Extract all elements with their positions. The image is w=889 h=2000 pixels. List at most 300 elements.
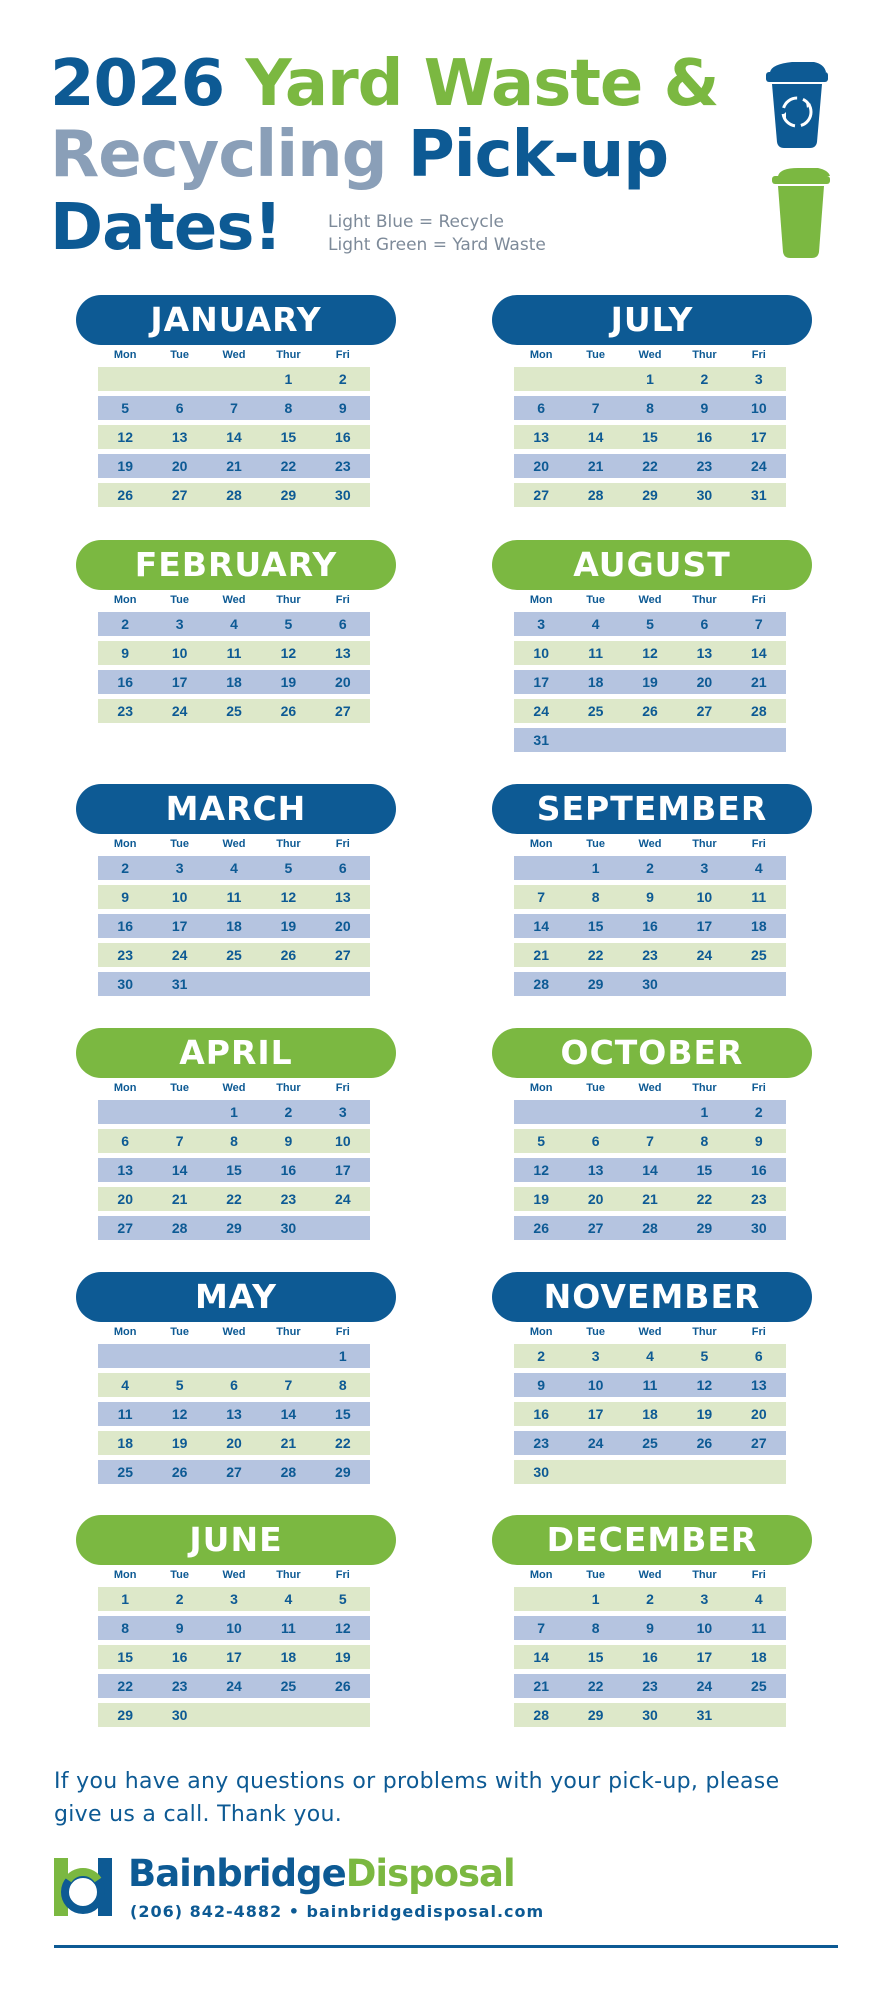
day-cell: 2 — [646, 860, 654, 876]
day-cell: 12 — [280, 889, 297, 905]
weekday-label: Mon — [113, 1326, 137, 1338]
day-cell: 15 — [226, 1162, 242, 1178]
day-cell: 22 — [335, 1435, 351, 1451]
day-cell: 24 — [696, 947, 713, 963]
contact-message: If you have any questions or problems with your pick-up, please give us a call. Thank you. — [54, 1769, 780, 1827]
weekday-header — [98, 838, 370, 856]
day-cell: 18 — [751, 1649, 767, 1665]
day-cell: 1 — [230, 1104, 238, 1120]
day-cell — [316, 972, 370, 996]
title-yard-waste: Yard Waste & — [245, 47, 719, 121]
weekday-label: Wed — [638, 1569, 662, 1581]
day-cell: 11 — [642, 1377, 658, 1393]
day-cell: 11 — [226, 889, 242, 905]
day-cell: 25 — [226, 703, 242, 719]
day-cell: 25 — [751, 947, 767, 963]
month-february — [76, 540, 396, 728]
day-cell: 16 — [696, 429, 713, 445]
day-cell: 4 — [754, 860, 763, 876]
day-cell: 24 — [696, 1678, 713, 1694]
yard-waste-week-row — [98, 367, 370, 391]
day-cell: 17 — [696, 1649, 713, 1665]
day-cell — [152, 367, 206, 391]
day-cell: 7 — [591, 400, 600, 416]
day-cell: 26 — [117, 487, 133, 503]
day-cell: 14 — [533, 918, 549, 934]
weekday-label: Fri — [335, 1082, 350, 1094]
recycle-week-row — [514, 1616, 786, 1640]
weekday-label: Tue — [170, 838, 189, 850]
weekday-header — [514, 838, 786, 856]
day-cell: 26 — [171, 1464, 188, 1480]
day-cell: 6 — [700, 616, 709, 632]
yard-waste-week-row — [514, 699, 786, 723]
day-cell: 26 — [280, 947, 297, 963]
day-cell: 23 — [335, 458, 351, 474]
day-cell: 9 — [646, 889, 654, 905]
day-cell: 7 — [646, 1133, 654, 1149]
day-cell — [207, 367, 261, 391]
yard-waste-week-row — [514, 367, 786, 391]
day-cell: 23 — [642, 947, 658, 963]
day-cell: 15 — [280, 429, 297, 445]
day-cell: 13 — [696, 645, 713, 661]
weekday-label: Thur — [692, 594, 717, 606]
day-cell: 6 — [338, 860, 347, 876]
weekday-header — [98, 594, 370, 612]
month-title: MARCH — [76, 784, 396, 834]
day-cell: 27 — [696, 703, 713, 719]
day-cell — [514, 856, 568, 880]
day-cell: 27 — [226, 1464, 242, 1480]
brand-name-bainbridge: Bainbridge — [128, 1852, 346, 1895]
day-cell: 13 — [751, 1377, 767, 1393]
day-cell: 23 — [642, 1678, 658, 1694]
weekday-label: Tue — [586, 349, 605, 361]
weekday-header — [98, 1569, 370, 1587]
day-cell: 11 — [751, 1620, 767, 1636]
day-cell: 21 — [533, 947, 549, 963]
day-cell — [677, 972, 731, 996]
month-title: JUNE — [76, 1515, 396, 1565]
day-cell — [207, 1344, 261, 1368]
day-cell: 5 — [338, 1591, 347, 1607]
day-cell: 29 — [280, 487, 297, 503]
day-cell: 28 — [533, 976, 549, 992]
yard-waste-week-row — [98, 943, 370, 967]
recycle-week-row — [514, 1158, 786, 1182]
day-cell: 10 — [335, 1133, 351, 1149]
weekday-label: Thur — [692, 1326, 717, 1338]
title-line-2 — [50, 118, 669, 192]
recycle-bin-icon — [762, 58, 830, 154]
yard-waste-bin-icon — [770, 166, 832, 262]
day-cell — [677, 1460, 731, 1484]
yard-waste-week-row — [98, 1129, 370, 1153]
day-cell: 9 — [537, 1377, 546, 1393]
day-cell: 3 — [230, 1591, 238, 1607]
day-cell: 29 — [642, 487, 658, 503]
day-cell: 10 — [533, 645, 549, 661]
day-cell: 6 — [591, 1133, 600, 1149]
recycle-week-row — [98, 612, 370, 636]
day-cell: 5 — [284, 616, 293, 632]
day-cell — [207, 972, 261, 996]
recycle-week-row — [98, 1460, 370, 1484]
day-cell: 8 — [591, 1620, 600, 1636]
day-cell — [514, 1587, 568, 1611]
day-cell: 27 — [587, 1220, 604, 1236]
day-cell: 15 — [587, 918, 604, 934]
weekday-label: Wed — [638, 594, 662, 606]
day-cell: 22 — [226, 1191, 242, 1207]
day-cell: 20 — [335, 674, 351, 690]
day-cell: 17 — [533, 674, 549, 690]
month-december — [492, 1515, 812, 1732]
weekday-label: Wed — [222, 349, 246, 361]
day-cell: 7 — [230, 400, 238, 416]
day-cell: 13 — [587, 1162, 604, 1178]
yard-waste-week-row — [98, 699, 370, 723]
day-cell: 5 — [646, 616, 654, 632]
day-cell: 18 — [751, 918, 767, 934]
day-cell: 5 — [175, 1377, 184, 1393]
day-cell: 5 — [121, 400, 130, 416]
day-cell: 13 — [171, 429, 188, 445]
weekday-label: Tue — [586, 838, 605, 850]
recycle-week-row — [514, 1373, 786, 1397]
day-cell: 6 — [338, 616, 347, 632]
weekday-label: Wed — [222, 594, 246, 606]
day-cell: 21 — [587, 458, 604, 474]
day-cell — [732, 728, 786, 752]
day-cell: 20 — [117, 1191, 133, 1207]
weekday-label: Wed — [222, 1326, 246, 1338]
day-cell: 3 — [754, 371, 763, 387]
day-cell: 12 — [117, 429, 133, 445]
recycle-week-row — [98, 670, 370, 694]
day-cell: 9 — [121, 889, 130, 905]
day-cell: 19 — [533, 1191, 549, 1207]
day-cell: 16 — [642, 918, 658, 934]
weekday-label: Fri — [751, 838, 766, 850]
day-cell: 29 — [117, 1707, 133, 1723]
day-cell: 20 — [751, 1406, 767, 1422]
month-title: FEBRUARY — [76, 540, 396, 590]
month-august — [492, 540, 812, 757]
recycle-week-row — [514, 1674, 786, 1698]
bainbridge-logo-icon — [54, 1858, 112, 1916]
weekday-header — [514, 594, 786, 612]
day-cell: 10 — [171, 889, 188, 905]
day-cell: 22 — [117, 1678, 133, 1694]
weekday-label: Tue — [170, 1569, 189, 1581]
yard-waste-week-row — [98, 1587, 370, 1611]
weekday-label: Mon — [529, 594, 553, 606]
day-cell — [261, 1703, 315, 1727]
day-cell: 19 — [280, 918, 297, 934]
day-cell: 28 — [226, 487, 242, 503]
day-cell: 16 — [117, 674, 133, 690]
day-cell — [316, 1216, 370, 1240]
day-cell: 21 — [642, 1191, 658, 1207]
day-cell: 23 — [171, 1678, 188, 1694]
month-title: JANUARY — [76, 295, 396, 345]
yard-waste-week-row — [514, 943, 786, 967]
weekday-label: Wed — [638, 1082, 662, 1094]
day-cell: 2 — [121, 860, 130, 876]
month-january — [76, 295, 396, 512]
day-cell — [568, 728, 622, 752]
day-cell: 31 — [696, 1707, 713, 1723]
day-cell — [568, 367, 622, 391]
day-cell: 14 — [280, 1406, 297, 1422]
yard-waste-week-row — [514, 1402, 786, 1426]
day-cell: 11 — [226, 645, 242, 661]
day-cell: 17 — [696, 918, 713, 934]
day-cell: 1 — [591, 1591, 600, 1607]
day-cell: 23 — [117, 703, 133, 719]
day-cell: 4 — [284, 1591, 293, 1607]
month-march — [76, 784, 396, 1001]
yard-waste-week-row — [98, 425, 370, 449]
day-cell: 13 — [335, 889, 351, 905]
day-cell: 14 — [751, 645, 767, 661]
day-cell: 4 — [754, 1591, 763, 1607]
day-cell: 5 — [537, 1133, 546, 1149]
day-cell: 15 — [642, 429, 658, 445]
weekday-label: Tue — [170, 1082, 189, 1094]
month-may — [76, 1272, 396, 1489]
month-title: DECEMBER — [492, 1515, 812, 1565]
weekday-label: Thur — [276, 594, 301, 606]
day-cell: 9 — [175, 1620, 184, 1636]
day-cell: 12 — [696, 1377, 713, 1393]
day-cell: 7 — [754, 616, 763, 632]
weekday-header — [514, 349, 786, 367]
day-cell: 26 — [335, 1678, 351, 1694]
day-cell: 24 — [533, 703, 549, 719]
recycle-week-row — [98, 1616, 370, 1640]
weekday-header — [514, 1569, 786, 1587]
recycle-week-row — [98, 1100, 370, 1124]
day-cell: 16 — [280, 1162, 297, 1178]
day-cell: 14 — [226, 429, 242, 445]
yard-waste-week-row — [98, 483, 370, 507]
day-cell: 31 — [751, 487, 767, 503]
day-cell: 24 — [226, 1678, 242, 1694]
day-cell: 16 — [751, 1162, 767, 1178]
day-cell — [623, 728, 677, 752]
day-cell: 17 — [171, 918, 188, 934]
day-cell: 18 — [642, 1406, 658, 1422]
day-cell: 16 — [533, 1406, 549, 1422]
day-cell: 27 — [117, 1220, 133, 1236]
legend-recycle: Light Blue = Recycle — [328, 212, 504, 232]
day-cell: 14 — [171, 1162, 188, 1178]
day-cell: 6 — [754, 1348, 763, 1364]
day-cell: 30 — [335, 487, 351, 503]
weekday-label: Mon — [529, 1569, 553, 1581]
day-cell: 28 — [171, 1220, 188, 1236]
day-cell: 27 — [171, 487, 188, 503]
day-cell: 11 — [751, 889, 767, 905]
weekday-label: Thur — [692, 1082, 717, 1094]
day-cell: 16 — [117, 918, 133, 934]
weekday-label: Thur — [276, 1082, 301, 1094]
weekday-header — [514, 1326, 786, 1344]
day-cell — [732, 972, 786, 996]
weekday-label: Fri — [751, 1326, 766, 1338]
day-cell: 7 — [537, 889, 546, 905]
day-cell — [152, 1344, 206, 1368]
yard-waste-week-row — [98, 1373, 370, 1397]
weekday-label: Wed — [222, 838, 246, 850]
day-cell: 28 — [533, 1707, 549, 1723]
day-cell: 1 — [284, 371, 293, 387]
day-cell: 11 — [588, 645, 604, 661]
day-cell: 8 — [646, 400, 654, 416]
day-cell: 23 — [751, 1191, 767, 1207]
day-cell: 11 — [117, 1406, 133, 1422]
day-cell: 23 — [280, 1191, 297, 1207]
yard-waste-week-row — [514, 1187, 786, 1211]
month-june — [76, 1515, 396, 1732]
recycle-week-row — [98, 1674, 370, 1698]
yard-waste-week-row — [514, 1703, 786, 1727]
day-cell: 28 — [587, 487, 604, 503]
weekday-label: Fri — [751, 1082, 766, 1094]
recycle-week-row — [514, 914, 786, 938]
day-cell: 16 — [171, 1649, 188, 1665]
day-cell: 22 — [587, 1678, 604, 1694]
weekday-label: Fri — [335, 1326, 350, 1338]
day-cell: 4 — [121, 1377, 130, 1393]
day-cell: 10 — [226, 1620, 242, 1636]
day-cell: 8 — [700, 1133, 709, 1149]
month-title: APRIL — [76, 1028, 396, 1078]
day-cell: 8 — [284, 400, 293, 416]
day-cell: 20 — [587, 1191, 604, 1207]
day-cell: 31 — [171, 976, 188, 992]
yard-waste-week-row — [514, 1587, 786, 1611]
day-cell: 22 — [696, 1191, 713, 1207]
yard-waste-week-row — [514, 1460, 786, 1484]
day-cell: 23 — [117, 947, 133, 963]
yard-waste-week-row — [514, 1344, 786, 1368]
recycle-week-row — [514, 454, 786, 478]
weekday-label: Wed — [222, 1082, 246, 1094]
day-cell: 13 — [117, 1162, 133, 1178]
day-cell: 2 — [700, 371, 709, 387]
recycle-week-row — [98, 396, 370, 420]
day-cell: 23 — [696, 458, 713, 474]
day-cell: 12 — [533, 1162, 549, 1178]
day-cell: 3 — [700, 1591, 709, 1607]
day-cell: 5 — [284, 860, 293, 876]
day-cell: 18 — [280, 1649, 297, 1665]
day-cell: 13 — [533, 429, 549, 445]
month-april — [76, 1028, 396, 1245]
month-title: AUGUST — [492, 540, 812, 590]
brand-name — [128, 1852, 515, 1895]
day-cell: 25 — [226, 947, 242, 963]
weekday-label: Fri — [335, 1569, 350, 1581]
day-cell: 21 — [171, 1191, 188, 1207]
day-cell — [732, 1703, 786, 1727]
day-cell: 3 — [175, 860, 184, 876]
day-cell: 2 — [646, 1591, 654, 1607]
weekday-label: Fri — [335, 594, 350, 606]
recycle-week-row — [98, 914, 370, 938]
day-cell: 24 — [171, 703, 188, 719]
weekday-label: Thur — [276, 1326, 301, 1338]
day-cell: 7 — [284, 1377, 293, 1393]
day-cell — [514, 367, 568, 391]
day-cell: 9 — [646, 1620, 654, 1636]
recycle-week-row — [98, 1402, 370, 1426]
day-cell: 8 — [230, 1133, 238, 1149]
day-cell: 30 — [117, 976, 133, 992]
day-cell: 2 — [175, 1591, 184, 1607]
day-cell: 9 — [284, 1133, 293, 1149]
day-cell: 21 — [280, 1435, 297, 1451]
day-cell: 30 — [642, 1707, 658, 1723]
day-cell: 26 — [533, 1220, 549, 1236]
day-cell: 20 — [533, 458, 549, 474]
weekday-label: Thur — [276, 349, 301, 361]
day-cell: 30 — [751, 1220, 767, 1236]
weekday-label: Wed — [638, 1326, 662, 1338]
day-cell: 10 — [587, 1377, 604, 1393]
weekday-label: Thur — [276, 838, 301, 850]
day-cell: 30 — [533, 1464, 549, 1480]
weekday-label: Tue — [586, 1082, 605, 1094]
day-cell: 26 — [696, 1435, 713, 1451]
day-cell: 9 — [121, 645, 130, 661]
day-cell: 10 — [751, 400, 767, 416]
weekday-label: Mon — [113, 838, 137, 850]
recycle-week-row — [514, 612, 786, 636]
day-cell: 24 — [171, 947, 188, 963]
day-cell: 12 — [335, 1620, 351, 1636]
day-cell: 3 — [175, 616, 184, 632]
recycle-week-row — [98, 972, 370, 996]
day-cell — [568, 1100, 622, 1124]
day-cell: 10 — [696, 889, 713, 905]
day-cell — [514, 1100, 568, 1124]
title-pickup: Pick-up — [407, 118, 669, 192]
title-line-1 — [50, 47, 719, 121]
brand-name-disposal: Disposal — [345, 1852, 515, 1895]
day-cell: 3 — [591, 1348, 600, 1364]
day-cell: 28 — [642, 1220, 658, 1236]
day-cell: 1 — [646, 371, 654, 387]
yard-waste-week-row — [98, 1703, 370, 1727]
month-title: SEPTEMBER — [492, 784, 812, 834]
yard-waste-week-row — [514, 885, 786, 909]
title-recycling: Recycling — [50, 118, 387, 192]
day-cell: 2 — [537, 1348, 546, 1364]
recycle-week-row — [514, 1100, 786, 1124]
day-cell: 31 — [533, 732, 549, 748]
day-cell: 30 — [280, 1220, 297, 1236]
day-cell: 23 — [533, 1435, 549, 1451]
day-cell: 14 — [533, 1649, 549, 1665]
day-cell: 19 — [335, 1649, 351, 1665]
title-dates: Dates! — [50, 191, 282, 265]
yard-waste-week-row — [514, 1129, 786, 1153]
